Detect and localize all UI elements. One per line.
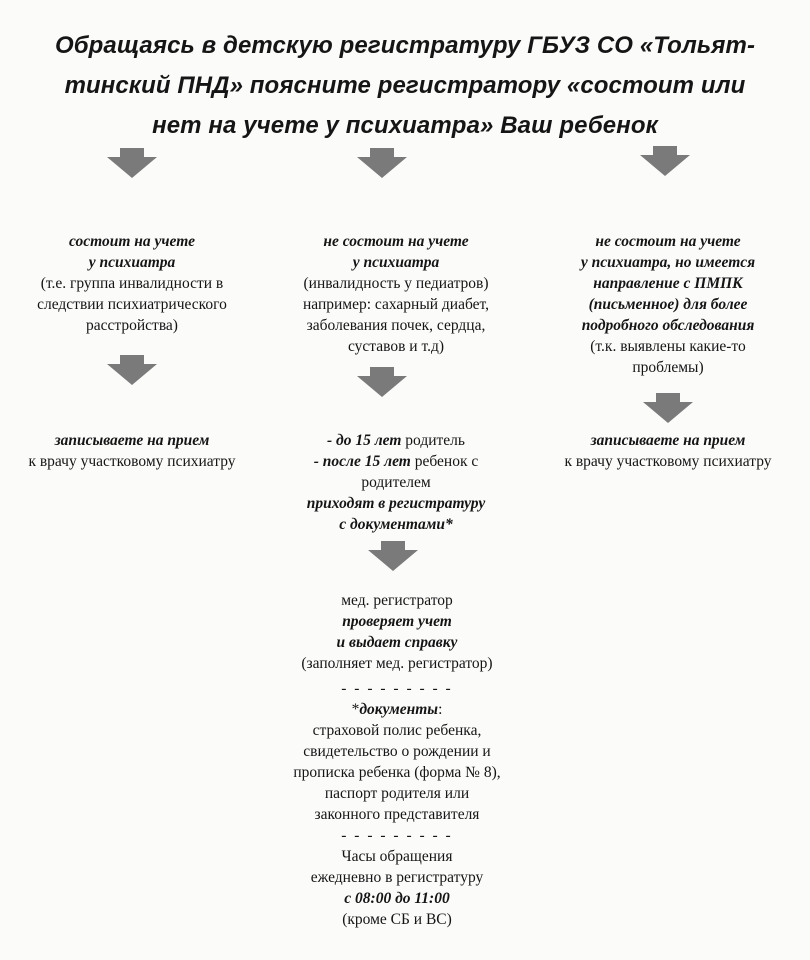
page-title (10, 26, 800, 146)
pmpk-referral-column (530, 231, 806, 378)
document-item: страховой полис ребенка, (312, 722, 482, 739)
fill-note: (заполняет мед. регистратор) (301, 655, 493, 672)
age-bold: - после 15 лет (313, 453, 411, 470)
status-line: направление с ПМПК (593, 275, 743, 292)
hours-note: (кроме СБ и ВС) (342, 911, 452, 928)
docs-label: документы (359, 701, 439, 718)
detail-line: (т.к. выявлены какие-то (590, 338, 746, 355)
status-line: состоит на учете (69, 233, 195, 250)
age-bold: - до 15 лет (327, 432, 402, 449)
registrar-line: мед. регистратор (341, 592, 453, 609)
registrar-section (242, 590, 552, 930)
check-line: и выдает справку (336, 634, 458, 651)
separator: - - - - - - - - - (341, 680, 453, 697)
action-text: к врачу участковому психиатру (28, 453, 236, 470)
detail-line: проблемы) (632, 359, 704, 376)
detail-line: (т.е. группа инвалидности в (40, 275, 224, 292)
document-item: прописка ребенка (форма № 8), (293, 764, 501, 781)
hours-title: Часы обращения (341, 848, 453, 865)
title-line-3: нет на учете у психиатра» Ваш ребенок (152, 112, 658, 139)
come-line: с документами* (339, 516, 453, 533)
status-line: у психиатра (88, 254, 176, 271)
age-text: ребенок с (410, 453, 479, 470)
down-arrow-icon (643, 393, 693, 423)
document-item: законного представителя (314, 806, 480, 823)
status-line: не состоит на учете (323, 233, 469, 250)
not-registered-column (262, 231, 530, 357)
action-bold: записываете на прием (54, 432, 210, 449)
title-line-1: Обращаясь в детскую регистратуру ГБУЗ СО «Тольят- (54, 32, 756, 59)
come-line: приходят в регистратуру (306, 495, 486, 512)
detail-line: заболевания почек, сердца, (306, 317, 486, 334)
action-text: к врачу участковому психиатру (564, 453, 772, 470)
document-item: свидетельство о рождении и (303, 743, 491, 760)
down-arrow-icon (368, 541, 418, 571)
document-item: паспорт родителя или (324, 785, 470, 802)
separator: - - - - - - - - - (341, 827, 453, 844)
down-arrow-icon (357, 367, 407, 397)
detail-line: расстройства) (86, 317, 178, 334)
title-line-2: тинский ПНД» поясните регистратору «состоит или (64, 72, 746, 99)
registered-column (2, 231, 262, 336)
hours-time: с 08:00 до 11:00 (344, 890, 450, 907)
detail-line: следствии психиатрического (37, 296, 227, 313)
detail-line: (инвалидность у педиатров) (303, 275, 489, 292)
down-arrow-icon (640, 146, 690, 176)
docs-colon: : (438, 701, 443, 718)
age-line-cont: родителем (361, 474, 431, 491)
down-arrow-icon (107, 148, 157, 178)
check-line: проверяет учет (342, 613, 452, 630)
registered-action (2, 430, 262, 472)
age-line-under-15 (262, 430, 530, 451)
status-line: (письменное) для более (588, 296, 748, 313)
down-arrow-icon (107, 355, 157, 385)
detail-line: суставов и т.д) (347, 338, 444, 355)
detail-line: например: сахарный диабет, (302, 296, 490, 313)
pmpk-action (530, 430, 806, 472)
down-arrow-icon (357, 148, 407, 178)
age-line-over-15 (262, 451, 530, 472)
action-bold: записываете на прием (590, 432, 746, 449)
age-text: родитель (401, 432, 465, 449)
age-rules (262, 430, 530, 535)
status-line: подробного обследования (581, 317, 755, 334)
hours-line: ежедневно в регистратуру (310, 869, 484, 886)
status-line: не состоит на учете (595, 233, 741, 250)
status-line: у психиатра, но имеется (580, 254, 756, 271)
docs-star: * (351, 701, 360, 718)
status-line: у психиатра (352, 254, 440, 271)
documents-heading (242, 699, 552, 720)
